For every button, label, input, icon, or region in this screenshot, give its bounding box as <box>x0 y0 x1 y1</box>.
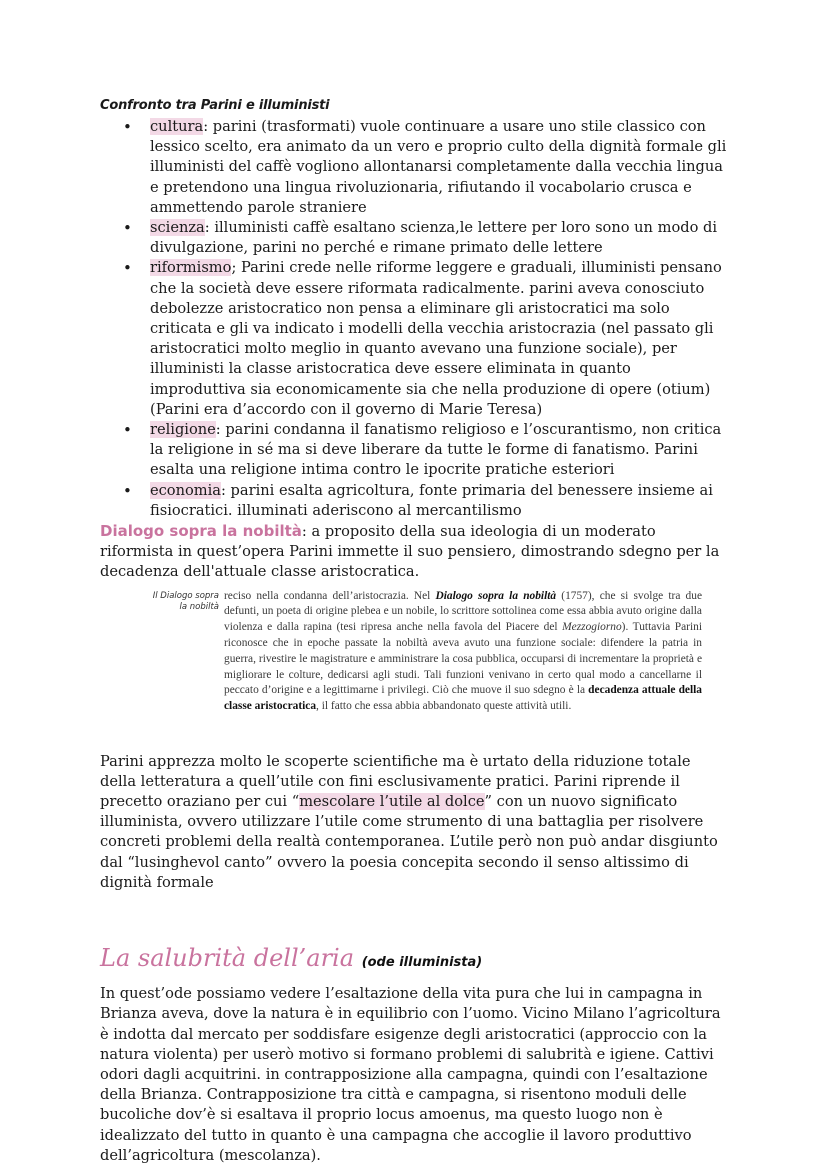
textbook-excerpt <box>100 589 730 744</box>
list-item <box>150 481 730 521</box>
list-item-text: : parini (trasformati) vuole continuare a usare uno stile classico con lessico scelto, era animato da un vero e proprio culto della dignità formale gli illuministi del caffè vogliono allontanarsi completamente dalla vecchia lingua e pretendono una lingua rivoluzionaria, rifiutando il vocabolario crusca e ammettendo parole straniere <box>150 118 727 216</box>
utile-text-after: ” con un nuovo significato illuminista, ovvero utilizzare l’utile come strumento di una battaglia per risolvere concreti problemi della realtà contemporanea. L’utile però non può andar disgiunto dal “lusinghevol canto” ovvero la poesia concepita secondo il senso altissimo di dignità formale <box>100 793 718 891</box>
salubrita-heading <box>100 943 730 978</box>
term-highlight: cultura <box>150 118 204 135</box>
list-item-text: : parini condanna il fanatismo religioso e l’oscurantismo, non critica la religione in sé ma si deve liberare da tutte le forme di fanatismo. Parini esalta una religione intima contro le ipocrite pratiche esteriori <box>150 421 722 479</box>
excerpt-part: ). Tuttavia Parini riconosce che in epoche passate la nobiltà aveva avuto una funzione sociale: difendere la patria in guerra, rivestire le magistrature e amministrare la cosa pubblica, occuparsi di incrementare la proprietà e migliorare le colture, dedicarsi agli studi. Tali funzioni venivano in certo qual modo a cancellarne il peccato d’origine e a legittimarne i privilegi. Ciò che muove il suo sdegno è la <box>224 621 702 697</box>
excerpt-italic: Mezzogiorno <box>562 621 622 634</box>
salubrita-paragraph: In quest’ode possiamo vedere l’esaltazione della vita pura che lui in campagna in Brianza aveva, dove la natura è in equilibrio con l’uomo. Vicino Milano l’agricoltura è indotta dal mercato per soddisfare esigenze degli aristocratici (approccio con la natura violenta) per userò motivo si formano problemi di salubrità e igiene. Cattivi odori dagli acquitrini. in contrapposizione alla campagna, quindi con l’esaltazione della Brianza. Contrapposizione tra città e campagna, si risentono moduli delle bucoliche dov’è si esaltava il proprio locus amoenus, ma questo luogo non è idealizzato del tutto in quanto è una campagna che accoglie il lavoro produttivo dell’agricoltura (mescolanza). <box>100 985 721 1164</box>
salubrita-title: La salubrità dell’aria <box>100 944 355 973</box>
page-content <box>100 98 730 1166</box>
dialogo-paragraph <box>100 521 730 583</box>
dialogo-text: : a proposito della sua ideologia di un moderato riformista in quest’opera Parini immette il suo pensiero, dimostrando sdegno per la decadenza dell'attuale classe aristocratica. <box>100 523 720 581</box>
term-highlight: riformismo <box>150 259 232 277</box>
list-item <box>150 258 730 420</box>
list-item-text: ; Parini crede nelle riforme leggere e graduali, illuministi pensano che la società deve essere riformata radicalmente. parini aveva conosciuto debolezze aristocratico non pensa a eliminare gli aristocratici ma solo criticata e gli va indicato i modelli della vecchia aristocrazia (nel passato gli aristocratici molto meglio in quanto avevano una funzione sociale), per illuministi la classe aristocratica deve essere eliminata in quanto improduttiva sia economicamente sia che nella produzione di opere (otium)(Parini era d’accordo con il governo di Marie Teresa) <box>150 259 722 418</box>
excerpt-part: (1757), che si svolge tra due defunti, un poeta di origine plebea e un nobile, lo scrittore sottolinea come essa abbia avuto origine dalla violenza e dalla rapina (tesi ripresa anche nella favola del Piacere del <box>224 589 703 634</box>
excerpt-bold: decadenza attuale della classe aristocratica <box>224 684 702 713</box>
list-item <box>150 117 730 218</box>
salubrita-subtitle: (ode illuminista) <box>361 955 483 971</box>
list-item <box>150 218 730 258</box>
term-highlight: religione <box>150 421 216 439</box>
excerpt-part: reciso nella condanna dell’aristocrazia. Nel <box>224 589 436 602</box>
confronto-heading: Confronto tra Parini e illuministi <box>100 98 330 113</box>
utile-paragraph <box>100 752 730 893</box>
excerpt-text <box>224 589 702 715</box>
excerpt-bold-title: Dialogo sopra la nobiltà <box>435 589 557 602</box>
excerpt-part: , il fatto che essa abbia abbandonato queste attività utili. <box>316 700 572 713</box>
term-highlight: scienza <box>150 219 205 237</box>
utile-text-before: Parini apprezza molto le scoperte scientifiche ma è urtato della riduzione totale della letteratura a quell’utile con fini esclusivamente pratici. Parini riprende il precetto oraziano per cui “ <box>100 752 691 811</box>
utile-highlight: mescolare l’utile al dolce <box>299 793 485 811</box>
dialogo-title: Dialogo sopra la nobiltà <box>100 522 302 541</box>
excerpt-side-label: Il Dialogo sopra la nobiltà <box>152 590 219 612</box>
confronto-list <box>100 117 730 521</box>
list-item-text: : parini esalta agricoltura, fonte primaria del benessere insieme ai fisiocratici. illuminati aderiscono al mercantilismo <box>150 481 713 519</box>
list-item <box>150 420 730 481</box>
list-item-text: : illuministi caffè esaltano scienza,le lettere per loro sono un modo di divulgazione, parini no perché e rimane primato delle lettere <box>150 219 718 257</box>
term-highlight: economia <box>150 481 221 499</box>
